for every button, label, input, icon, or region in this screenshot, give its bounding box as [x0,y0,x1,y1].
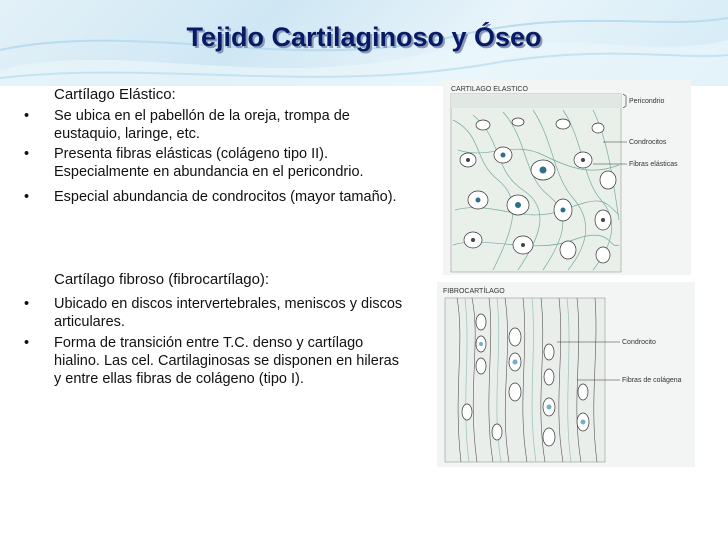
bullet-marker: • [24,108,30,124]
bullet-text: Presenta fibras elásticas (colágeno tipo II). Especialmente en abundancia en el pericondrio. [54,146,364,180]
bullet-marker: • [24,335,30,351]
bullet-marker: • [24,296,30,312]
elastic-cartilage-figure [443,80,691,275]
fibrocartilage-figure [437,282,695,467]
fibrous-heading: Cartílago fibroso (fibrocartílago): [54,271,270,288]
bullet-marker: • [24,189,30,205]
label-pericondrio: Pericondrio [629,98,665,105]
bullet-text: Se ubica en el pabellón de la oreja, trompa de eustaquio, laringe, etc. [54,108,350,142]
bullet-text: Especial abundancia de condrocitos (mayor tamaño). [54,189,397,205]
elastic-tissue-illustration [451,94,621,272]
label-fibras-colagena: Fibras de colágena [622,377,682,384]
elastic-heading: Cartílago Elástico: [54,86,176,103]
slide-title: Tejido Cartilaginoso y Óseo [186,22,542,52]
label-condrocito: Condrocito [622,339,656,346]
bullet-text: Ubicado en discos intervertebrales, meniscos y discos articulares. [54,296,403,330]
label-fibras-elasticas: Fibras elásticas [629,161,678,168]
figure-caption: FIBROCARTÍLAGO [443,288,505,295]
figure-caption: CARTILAGO ELASTICO [451,86,528,93]
bullet-text: Forma de transición entre T.C. denso y cartílago hialino. Las cel. Cartilaginosas se disponen en hileras y entre ellas fibras de colágeno (tipo I). [54,335,399,387]
bullet-marker: • [24,146,30,162]
label-condrocitos: Condrocitos [629,139,667,146]
